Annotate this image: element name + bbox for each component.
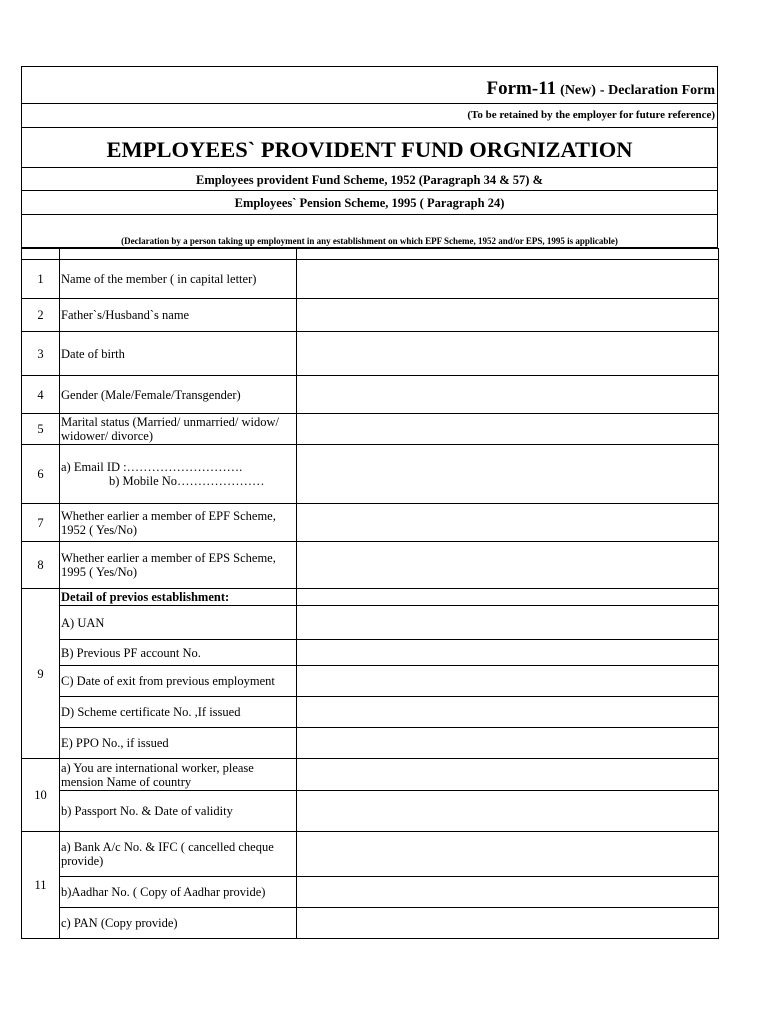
earlier-eps-member-field[interactable] [297,542,719,589]
scheme-line-1: Employees provident Fund Scheme, 1952 (Paragraph 34 & 57) & [196,173,543,187]
contact-label [60,445,297,504]
table-row [22,728,719,759]
earlier-epf-member-field[interactable] [297,504,719,542]
row-number: 11 [22,832,60,939]
field-label: E) PPO No., if issued [60,728,297,759]
table-row [22,504,719,542]
field-label: a) Bank A/c No. & IFC ( cancelled cheque provide) [60,832,297,877]
table-row [22,332,719,376]
passport-field[interactable] [297,791,719,832]
field-label: c) PAN (Copy provide) [60,908,297,939]
field-label: b)Aadhar No. ( Copy of Aadhar provide) [60,877,297,908]
table-row [22,414,719,445]
field-label: a) You are international worker, please mension Name of country [60,759,297,791]
field-label: Marital status (Married/ unmarried/ widow/ widower/ divorce) [60,414,297,445]
scheme-certificate-field[interactable] [297,697,719,728]
section-heading-value [297,589,719,606]
table-row [22,445,719,504]
table-row [22,589,719,606]
table-row [22,832,719,877]
row-number: 9 [22,589,60,759]
table-row [22,759,719,791]
row-number: 10 [22,759,60,832]
field-label: Gender (Male/Female/Transgender) [60,376,297,414]
table-row [22,299,719,332]
table-row [22,606,719,640]
father-husband-name-field[interactable] [297,299,719,332]
scheme-line-2: Employees` Pension Scheme, 1995 ( Paragraph 24) [234,196,505,210]
declaration-form [21,66,718,939]
row-number: 3 [22,332,60,376]
mobile-label: b) Mobile No………………… [109,474,265,488]
country-field[interactable] [297,759,719,791]
retain-note-row [21,104,718,128]
field-label: Whether earlier a member of EPF Scheme, 1952 ( Yes/No) [60,504,297,542]
table-row [22,791,719,832]
table-row [22,908,719,939]
table-row [22,376,719,414]
member-name-field[interactable] [297,260,719,299]
table-row [22,640,719,666]
section-heading: Detail of previos establishment: [60,589,297,606]
spacer-cell [297,249,719,260]
spacer-row [22,249,719,260]
row-number: 4 [22,376,60,414]
table-row [22,666,719,697]
field-label: A) UAN [60,606,297,640]
date-of-birth-field[interactable] [297,332,719,376]
scheme-row-2 [21,191,718,215]
field-label: Name of the member ( in capital letter) [60,260,297,299]
row-number: 5 [22,414,60,445]
organization-name: EMPLOYEES` PROVIDENT FUND ORGNIZATION [106,137,633,162]
field-label: b) Passport No. & Date of validity [60,791,297,832]
table-row [22,877,719,908]
form-title-text: - Declaration Form [599,83,715,98]
field-label: D) Scheme certificate No. ,If issued [60,697,297,728]
table-row [22,697,719,728]
organization-row [21,128,718,168]
ppo-number-field[interactable] [297,728,719,759]
row-number: 8 [22,542,60,589]
bank-account-field[interactable] [297,832,719,877]
retain-note: (To be retained by the employer for future reference) [467,109,715,121]
field-label: B) Previous PF account No. [60,640,297,666]
scheme-row-1 [21,168,718,191]
row-number: 7 [22,504,60,542]
field-label: C) Date of exit from previous employment [60,666,297,697]
spacer-cell [60,249,297,260]
gender-field[interactable] [297,376,719,414]
form-title [487,78,716,100]
member-details-table [21,248,719,939]
form-number: Form-11 [486,78,557,99]
previous-pf-account-field[interactable] [297,640,719,666]
contact-field[interactable] [297,445,719,504]
declaration-note-row [21,215,718,248]
declaration-note: (Declaration by a person taking up employment in any establishment on which EPF Scheme, 1952 and/or EPS, 1995 is applicable) [121,236,618,246]
email-label: a) Email ID :………………………. [61,460,243,474]
row-number: 6 [22,445,60,504]
aadhar-field[interactable] [297,877,719,908]
spacer-cell [22,249,60,260]
uan-field[interactable] [297,606,719,640]
marital-status-field[interactable] [297,414,719,445]
pan-field[interactable] [297,908,719,939]
date-of-exit-field[interactable] [297,666,719,697]
row-number: 1 [22,260,60,299]
table-row [22,260,719,299]
field-label: Date of birth [60,332,297,376]
field-label: Father`s/Husband`s name [60,299,297,332]
row-number: 2 [22,299,60,332]
form-title-row [21,66,718,104]
form-new-tag: (New) [560,83,596,98]
field-label: Whether earlier a member of EPS Scheme, 1995 ( Yes/No) [60,542,297,589]
table-row [22,542,719,589]
